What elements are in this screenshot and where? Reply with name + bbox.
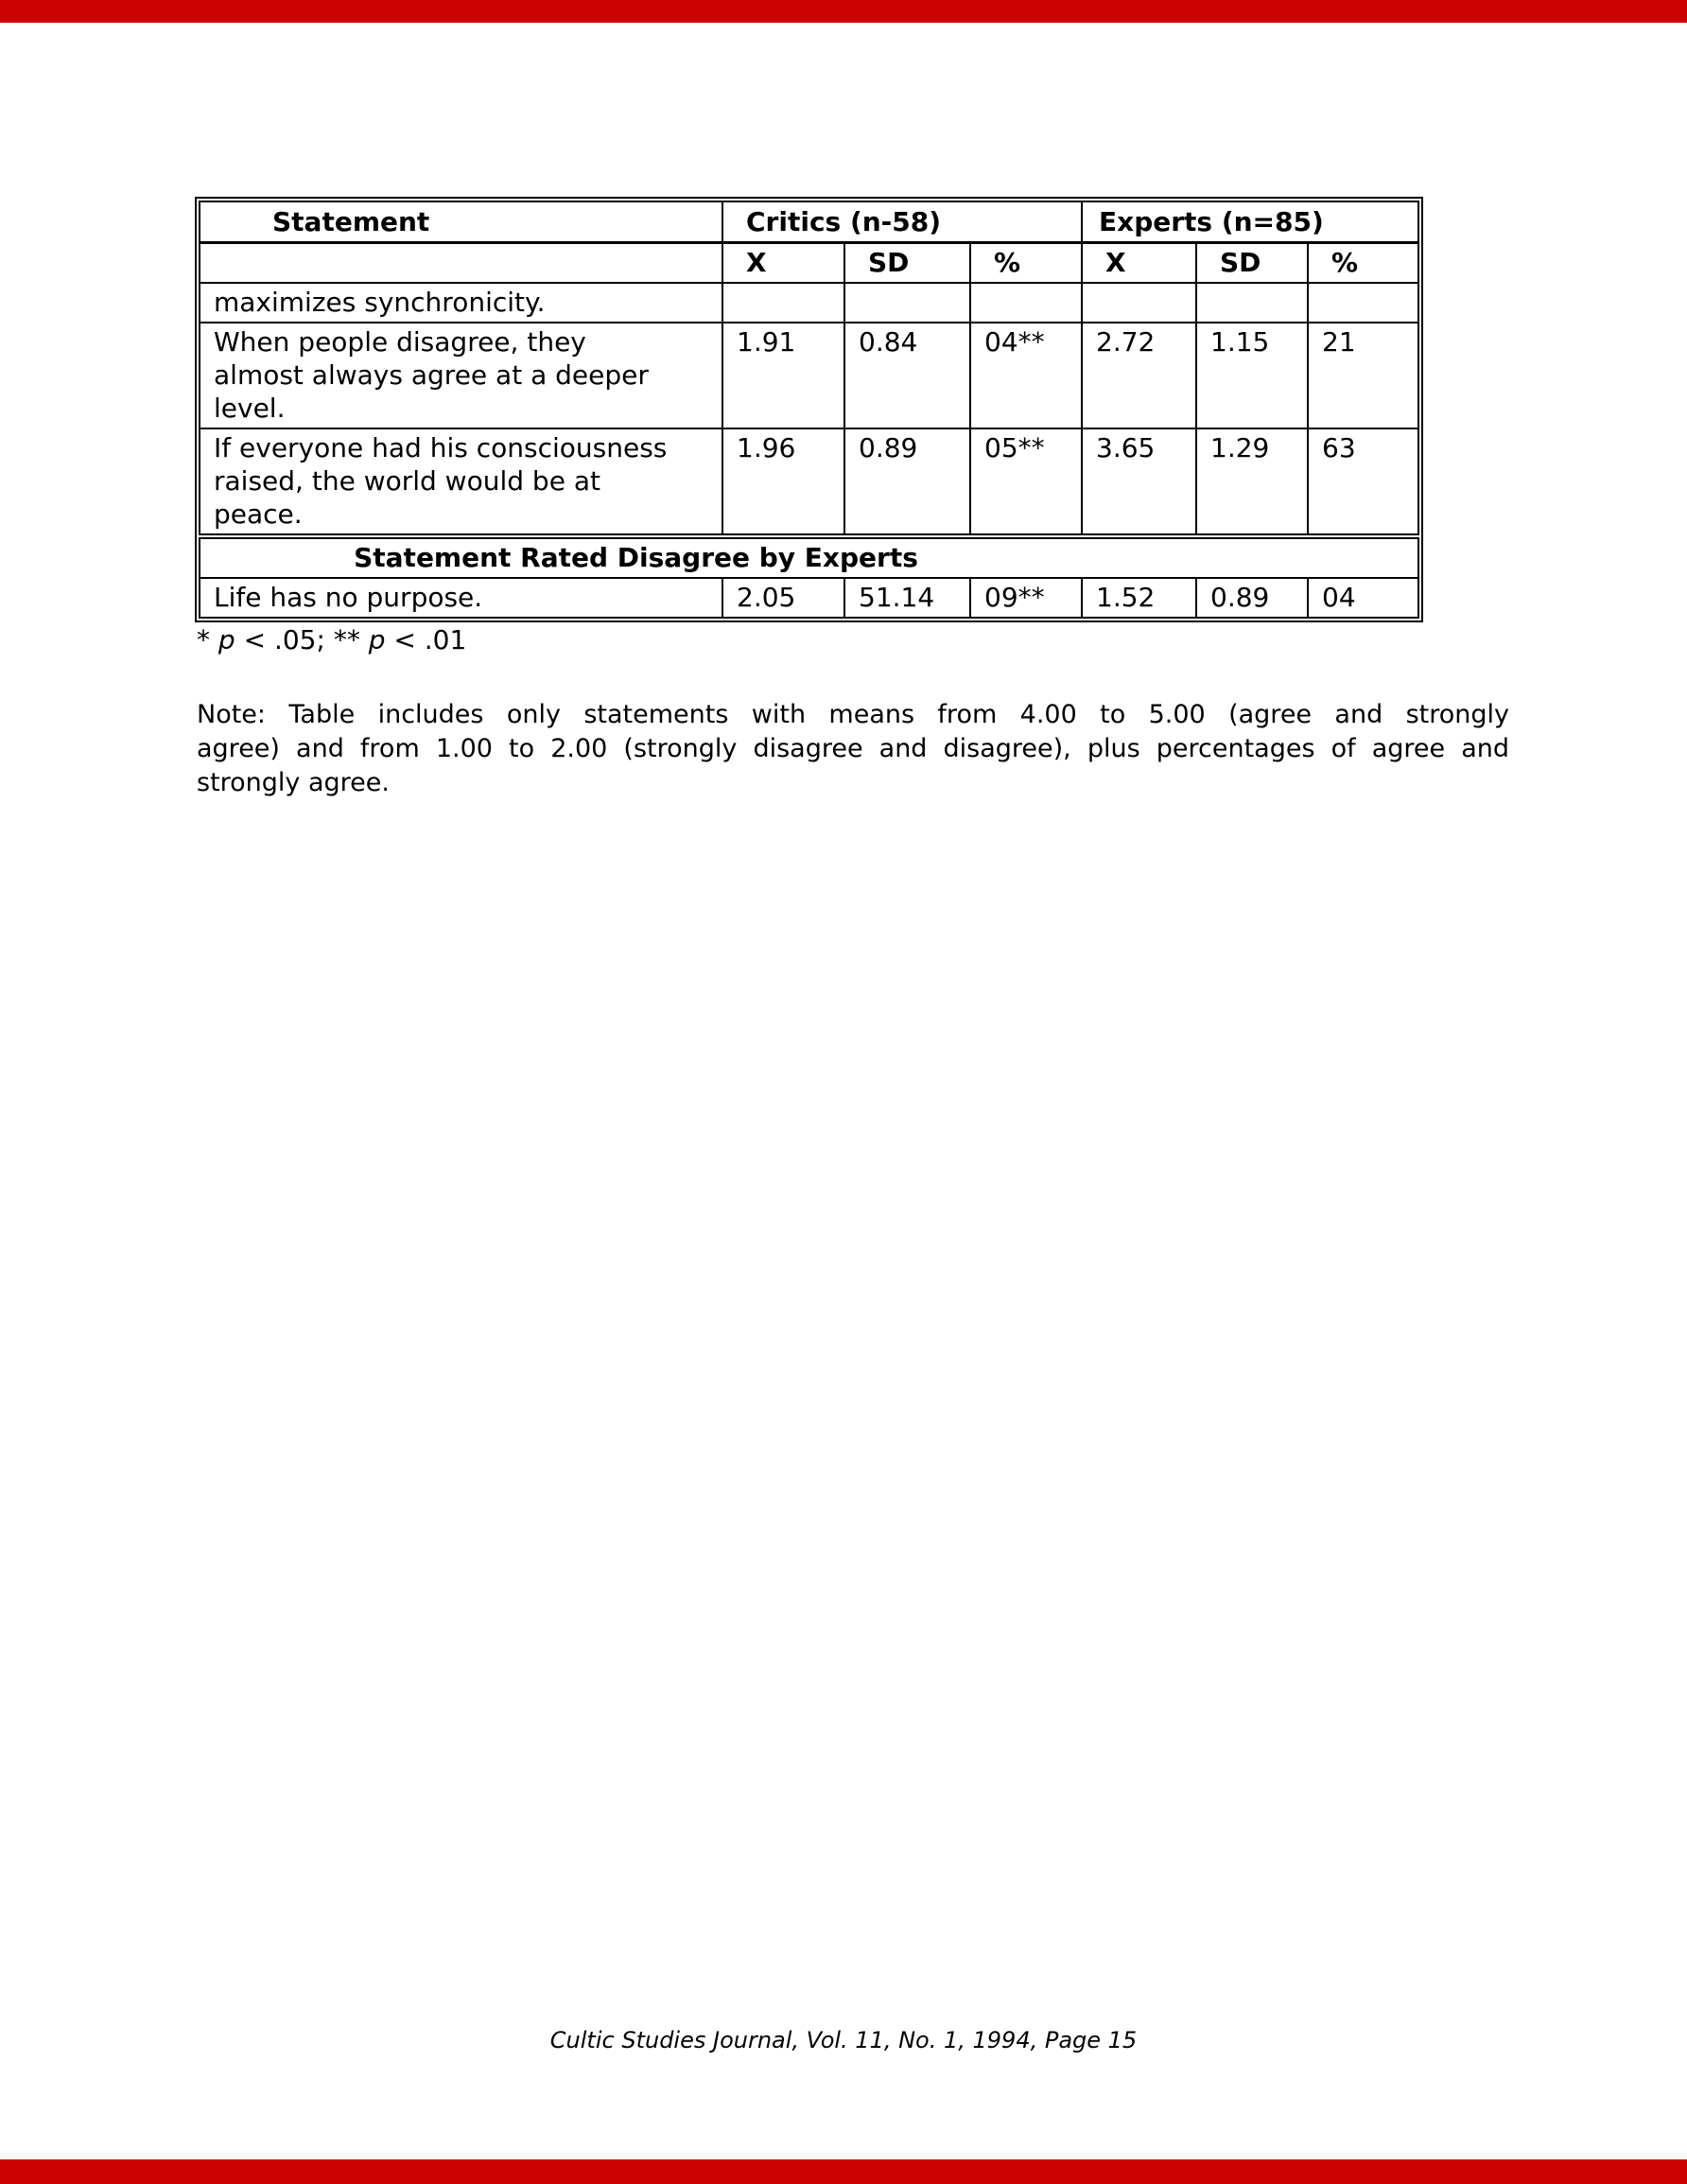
subheader-critics-pct-cell: % (970, 243, 1082, 284)
value-cell (1196, 283, 1308, 323)
section-header-cell: Statement Rated Disagree by Experts (200, 536, 1418, 578)
value-cell: 1.29 (1196, 428, 1308, 536)
statement-line: Life has no purpose. (214, 582, 483, 613)
value-cell: 3.65 (1082, 428, 1196, 536)
value-cell: 0.89 (844, 428, 970, 536)
statement-line: maximizes synchronicity. (214, 287, 546, 318)
value-cell (844, 283, 970, 323)
header-experts-cell: Experts (n=85) (1082, 201, 1418, 243)
note-line: agree) and from 1.00 to 2.00 (strongly disagree and disagree), plus percentages of agree and (197, 734, 1509, 763)
table-row-disagree (200, 323, 1418, 428)
page-footer: Cultic Studies Journal, Vol. 11, No. 1, 1994, Page 15 (549, 2027, 1138, 2053)
value-cell: 1.96 (722, 428, 844, 536)
statement-cell (200, 323, 722, 428)
subheader-critics-sd-cell: SD (844, 243, 970, 284)
statement-line: peace. (214, 498, 303, 530)
top-red-bar (0, 0, 1687, 23)
table-row-synchronicity (200, 283, 1418, 323)
value-cell (1082, 283, 1196, 323)
value-cell: 09** (970, 578, 1082, 618)
section-header-row (200, 536, 1418, 578)
footnote-text: * (197, 624, 218, 655)
table-row-consciousness (200, 428, 1418, 536)
value-cell: 04** (970, 323, 1082, 428)
value-cell: 21 (1308, 323, 1418, 428)
note-line: Note: Table includes only statements with means from 4.00 to 5.00 (agree and strongly (197, 700, 1509, 729)
value-cell: 0.84 (844, 323, 970, 428)
value-cell (722, 283, 844, 323)
value-cell: 04 (1308, 578, 1418, 618)
statement-line: If everyone had his consciousness (214, 432, 668, 463)
statement-cell (200, 283, 722, 323)
bottom-red-bar (0, 2159, 1687, 2184)
statement-line: level. (214, 393, 286, 424)
statement-cell (200, 578, 722, 618)
subheader-experts-x-cell: X (1082, 243, 1196, 284)
header-critics-cell: Critics (n-58) (722, 201, 1082, 243)
value-cell (970, 283, 1082, 323)
table-header-row (200, 201, 1418, 243)
value-cell: 2.05 (722, 578, 844, 618)
note-line: strongly agree. (197, 768, 390, 797)
statement-line: almost always agree at a deeper (214, 359, 649, 391)
statistics-table (199, 201, 1419, 619)
subheader-empty-cell (200, 243, 722, 284)
footnote-text: < .01 (385, 624, 467, 655)
results-table-container (195, 197, 1423, 622)
value-cell: 51.14 (844, 578, 970, 618)
subheader-critics-x-cell: X (722, 243, 844, 284)
value-cell: 1.15 (1196, 323, 1308, 428)
footnote-p-italic: p (368, 624, 386, 655)
table-subheader-row (200, 243, 1418, 284)
footnote-p-italic: p (217, 624, 235, 655)
subheader-experts-pct-cell: % (1308, 243, 1418, 284)
statement-cell (200, 428, 722, 536)
value-cell: 1.91 (722, 323, 844, 428)
statement-line: When people disagree, they (214, 326, 586, 358)
subheader-experts-sd-cell: SD (1196, 243, 1308, 284)
table-note (197, 698, 1509, 800)
significance-footnote (197, 624, 466, 655)
header-statement-cell: Statement (200, 201, 722, 243)
statement-line: raised, the world would be at (214, 465, 600, 497)
table-row-no-purpose (200, 578, 1418, 618)
value-cell: 2.72 (1082, 323, 1196, 428)
value-cell: 63 (1308, 428, 1418, 536)
value-cell: 05** (970, 428, 1082, 536)
value-cell: 0.89 (1196, 578, 1308, 618)
value-cell: 1.52 (1082, 578, 1196, 618)
value-cell (1308, 283, 1418, 323)
footnote-text: < .05; ** (235, 624, 369, 655)
